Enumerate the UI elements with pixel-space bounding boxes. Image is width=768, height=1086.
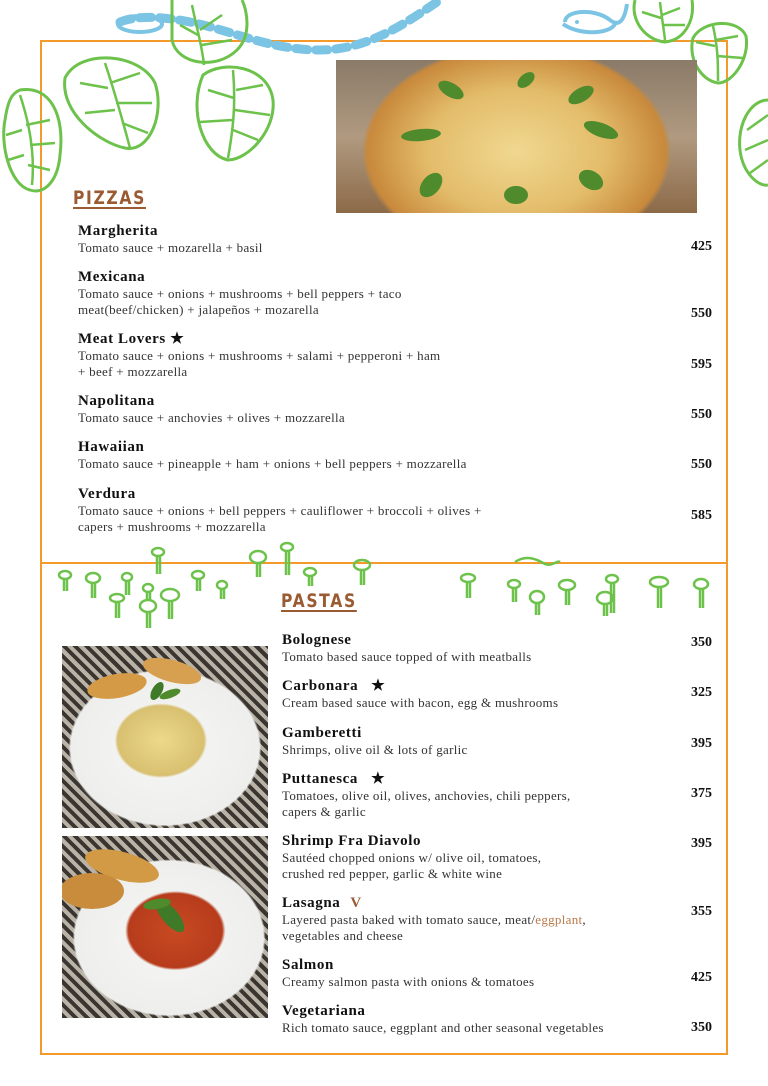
item-price: 350: [691, 1020, 712, 1035]
item-price: 395: [691, 736, 712, 751]
item-price: 350: [691, 635, 712, 650]
item-description: Tomatoes, olive oil, olives, anchovies, chili peppers,: [282, 788, 571, 803]
item-name: Gamberetti: [282, 725, 362, 741]
item-name: Carbonara: [282, 678, 359, 694]
item-description-line2: + beef + mozzarella: [78, 364, 188, 379]
menu-item-lasagna: [282, 895, 586, 944]
item-description: Tomato sauce + onions + bell peppers + cauliflower + broccoli + olives +: [78, 503, 482, 518]
item-name: Hawaiian: [78, 439, 145, 455]
mushrooms-decoration: [40, 540, 730, 630]
vegetarian-icon: V: [350, 895, 362, 911]
tomato-spaghetti-photo: [62, 836, 268, 1018]
garlic-bread-and-basil: [62, 646, 268, 828]
item-price: 425: [691, 970, 712, 985]
menu-item-napolitana: [78, 393, 345, 426]
menu-item-puttanesca: [282, 771, 571, 820]
menu-item-meat-lovers: [78, 331, 440, 380]
item-description-line2: vegetables and cheese: [282, 928, 404, 943]
item-description: [282, 912, 586, 928]
carbonara-pasta-photo: [62, 646, 268, 828]
item-description-line2: crushed red pepper, garlic & white wine: [282, 866, 503, 881]
item-name: Napolitana: [78, 393, 155, 409]
item-name: Meat Lovers: [78, 331, 166, 347]
item-name: Verdura: [78, 486, 136, 502]
item-description: Tomato sauce + onions + mushrooms + bell peppers + taco: [78, 286, 402, 301]
item-name: Vegetariana: [282, 1003, 366, 1019]
item-price: 550: [691, 306, 712, 321]
item-description: Shrimps, olive oil & lots of garlic: [282, 742, 468, 757]
item-price: 395: [691, 836, 712, 851]
item-name: Shrimp Fra Diavolo: [282, 833, 422, 849]
pizza-photo: [336, 60, 697, 213]
item-name: Margherita: [78, 223, 159, 239]
monstera-leaf-icon: [688, 18, 750, 88]
item-description-line2: meat(beef/chicken) + jalapeños + mozarella: [78, 302, 319, 317]
menu-item-shrimp-fra-diavolo: [282, 833, 541, 882]
item-name: Puttanesca: [282, 771, 358, 787]
monstera-leaf-icon: [735, 95, 768, 190]
menu-item-margherita: [78, 223, 263, 256]
item-name: Mexicana: [78, 269, 146, 285]
menu-item-salmon: [282, 957, 534, 990]
menu-item-mexicana: [78, 269, 402, 318]
description-text: ,: [582, 912, 586, 927]
menu-item-carbonara: [282, 678, 558, 711]
pizzas-section-title: PIZZAS: [73, 187, 146, 209]
basil-leaves-decoration: [336, 60, 697, 213]
item-price: 425: [691, 239, 712, 254]
monstera-leaf-icon: [60, 48, 165, 158]
item-price: 355: [691, 904, 712, 919]
garlic-bread-and-basil: [62, 836, 268, 1018]
item-description: Tomato sauce + onions + mushrooms + salami + pepperoni + ham: [78, 348, 441, 363]
menu-item-hawaiian: [78, 439, 467, 472]
item-description: Cream based sauce with bacon, egg & mushrooms: [282, 695, 559, 710]
star-icon: ★: [371, 771, 386, 787]
item-description-line2: capers + mushrooms + mozzarella: [78, 519, 266, 534]
star-icon: ★: [371, 678, 386, 694]
item-price: 550: [691, 407, 712, 422]
menu-item-gamberetti: [282, 725, 468, 758]
item-price: 595: [691, 357, 712, 372]
description-text: Layered pasta baked with tomato sauce, meat/: [282, 912, 536, 927]
item-name: Lasagna: [282, 895, 341, 911]
monstera-leaf-icon: [188, 60, 278, 165]
menu-item-vegetariana: [282, 1003, 604, 1036]
item-description: Tomato sauce + pineapple + ham + onions + bell peppers + mozzarella: [78, 456, 467, 471]
item-price: 550: [691, 457, 712, 472]
item-description: Rich tomato sauce, eggplant and other seasonal vegetables: [282, 1020, 604, 1035]
item-price: 585: [691, 508, 712, 523]
blue-fish-squiggle-decoration: [555, 0, 635, 40]
eggplant-highlight: eggplant: [535, 912, 583, 927]
item-description: Tomato sauce + mozarella + basil: [78, 240, 263, 255]
item-description: Tomato sauce + anchovies + olives + mozzarella: [78, 410, 345, 425]
star-icon: ★: [170, 331, 185, 347]
item-price: 325: [691, 685, 712, 700]
menu-item-bolognese: [282, 632, 532, 665]
item-description: Tomato based sauce topped of with meatballs: [282, 649, 532, 664]
item-price: 375: [691, 786, 712, 801]
item-description-line2: capers & garlic: [282, 804, 366, 819]
pastas-section-title: PASTAS: [281, 590, 357, 612]
item-description: Sautéed chopped onions w/ olive oil, tomatoes,: [282, 850, 542, 865]
item-name: Salmon: [282, 957, 334, 973]
item-name: Bolognese: [282, 632, 352, 648]
menu-item-verdura: [78, 486, 482, 535]
item-description: Creamy salmon pasta with onions & tomatoes: [282, 974, 535, 989]
